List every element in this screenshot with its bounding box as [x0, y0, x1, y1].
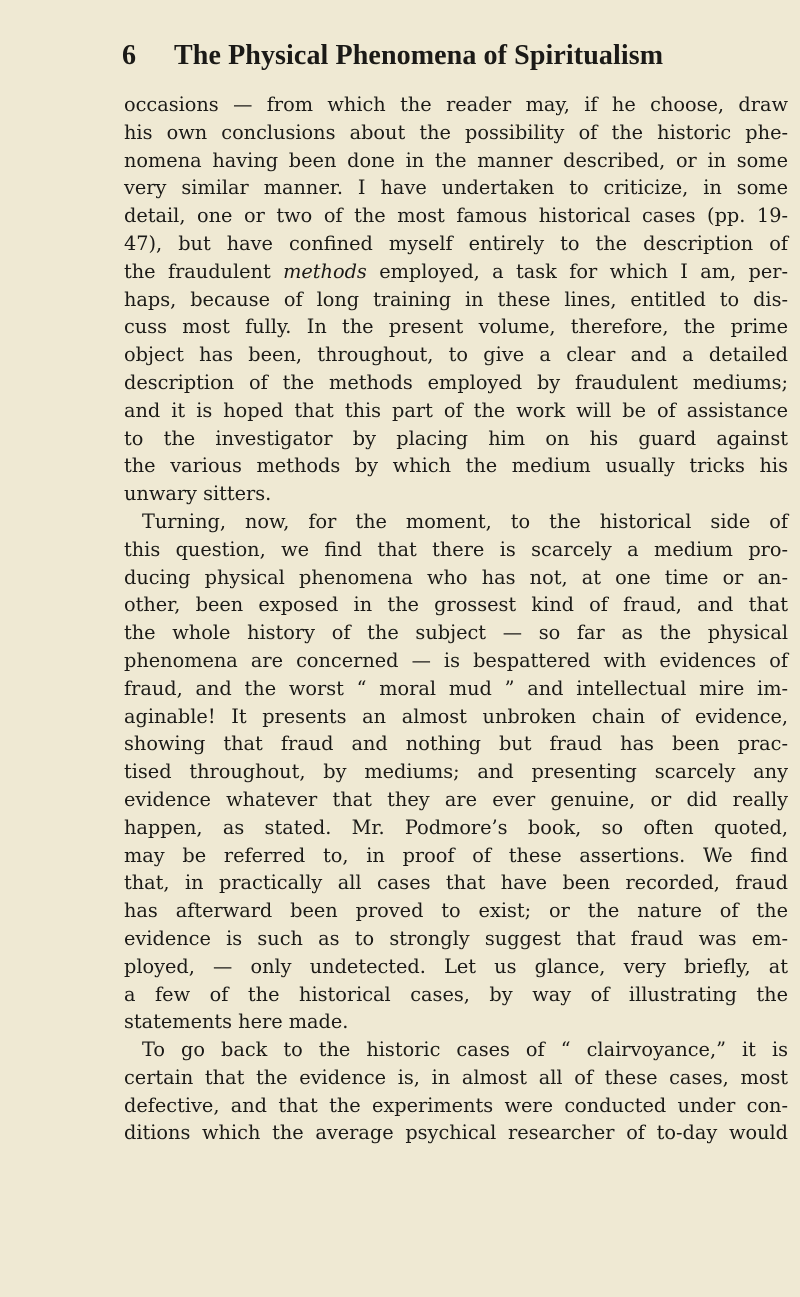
text-line: the various methods by which the medium usually tricks his [124, 454, 788, 478]
text-line: unwary sitters. [124, 482, 272, 506]
text-line: aginable! It presents an almost unbroken chain of evidence, [124, 704, 788, 728]
text-line: may be referred to, in proof of these assertions. We find [124, 843, 788, 867]
text-line: evidence whatever that they are ever genuine, or did really [124, 787, 788, 811]
text-line: certain that the evidence is, in almost all of these cases, most [124, 1065, 788, 1089]
text-line: nomena having been done in the manner described, or in some [124, 148, 788, 172]
text-line: that, in practically all cases that have been recorded, fraud [124, 871, 788, 895]
text-line: statements here made. [124, 1010, 349, 1034]
text-line: fraud, and the worst “ moral mud ” and intellectual mire im- [124, 676, 788, 700]
text-line: haps, because of long training in these lines, entitled to dis- [124, 287, 788, 311]
text-line: his own conclusions about the possibility of the historic phe- [124, 120, 788, 144]
text-line: phenomena are concerned — is bespattered with evidences of [124, 648, 788, 672]
text-line: defective, and that the experiments were conducted under con- [124, 1093, 788, 1117]
text-line: very similar manner. I have undertaken to criticize, in some [124, 176, 788, 200]
page-number: 6 [122, 40, 136, 71]
text-line: 47), but have confined myself entirely to the description of [124, 231, 788, 255]
text-line: and it is hoped that this part of the work will be of assistance [124, 398, 788, 422]
text-line: object has been, throughout, to give a clear and a detailed [124, 343, 788, 367]
text-line: happen, as stated. Mr. Podmore’s book, so often quoted, [124, 815, 788, 839]
text-line: ployed, — only undetected. Let us glance, very briefly, at [124, 954, 788, 978]
running-title: The Physical Phenomena of Spiritualism [174, 40, 664, 71]
text-line: evidence is such as to strongly suggest that fraud was em- [124, 926, 788, 950]
text-segment: the fraudulent [124, 259, 284, 283]
text-line: ditions which the average psychical researcher of to-day would [124, 1121, 788, 1145]
running-header [122, 40, 798, 84]
text-line [124, 258, 788, 286]
text-line: detail, one or two of the most famous historical cases (pp. 19- [124, 204, 788, 228]
text-line: other, been exposed in the grossest kind of fraud, and that [124, 593, 788, 617]
text-line: tised throughout, by mediums; and presenting scarcely any [124, 760, 788, 784]
text-line: Turning, now, for the moment, to the historical side of [142, 509, 788, 533]
text-line: ducing physical phenomena who has not, at one time or an- [124, 565, 788, 589]
text-line: description of the methods employed by fraudulent mediums; [124, 370, 788, 394]
text-line: a few of the historical cases, by way of illustrating the [124, 982, 788, 1006]
text-segment: employed, a task for which I am, per- [366, 259, 789, 283]
text-line: cuss most fully. In the present volume, therefore, the prime [124, 315, 788, 339]
text-line: to the investigator by placing him on his guard against [124, 426, 788, 450]
text-line: the whole history of the subject — so far as the physical [124, 621, 788, 645]
body-text [124, 91, 788, 1147]
text-line: has afterward been proved to exist; or the nature of the [124, 899, 788, 923]
text-line: showing that fraud and nothing but fraud has been prac- [124, 732, 788, 756]
text-line: occasions — from which the reader may, if he choose, draw [124, 93, 788, 116]
text-line: this question, we find that there is scarcely a medium pro- [124, 537, 788, 561]
italic-emphasis: methods [283, 259, 367, 283]
text-line: To go back to the historic cases of “ clairvoyance,” it is [142, 1038, 788, 1062]
